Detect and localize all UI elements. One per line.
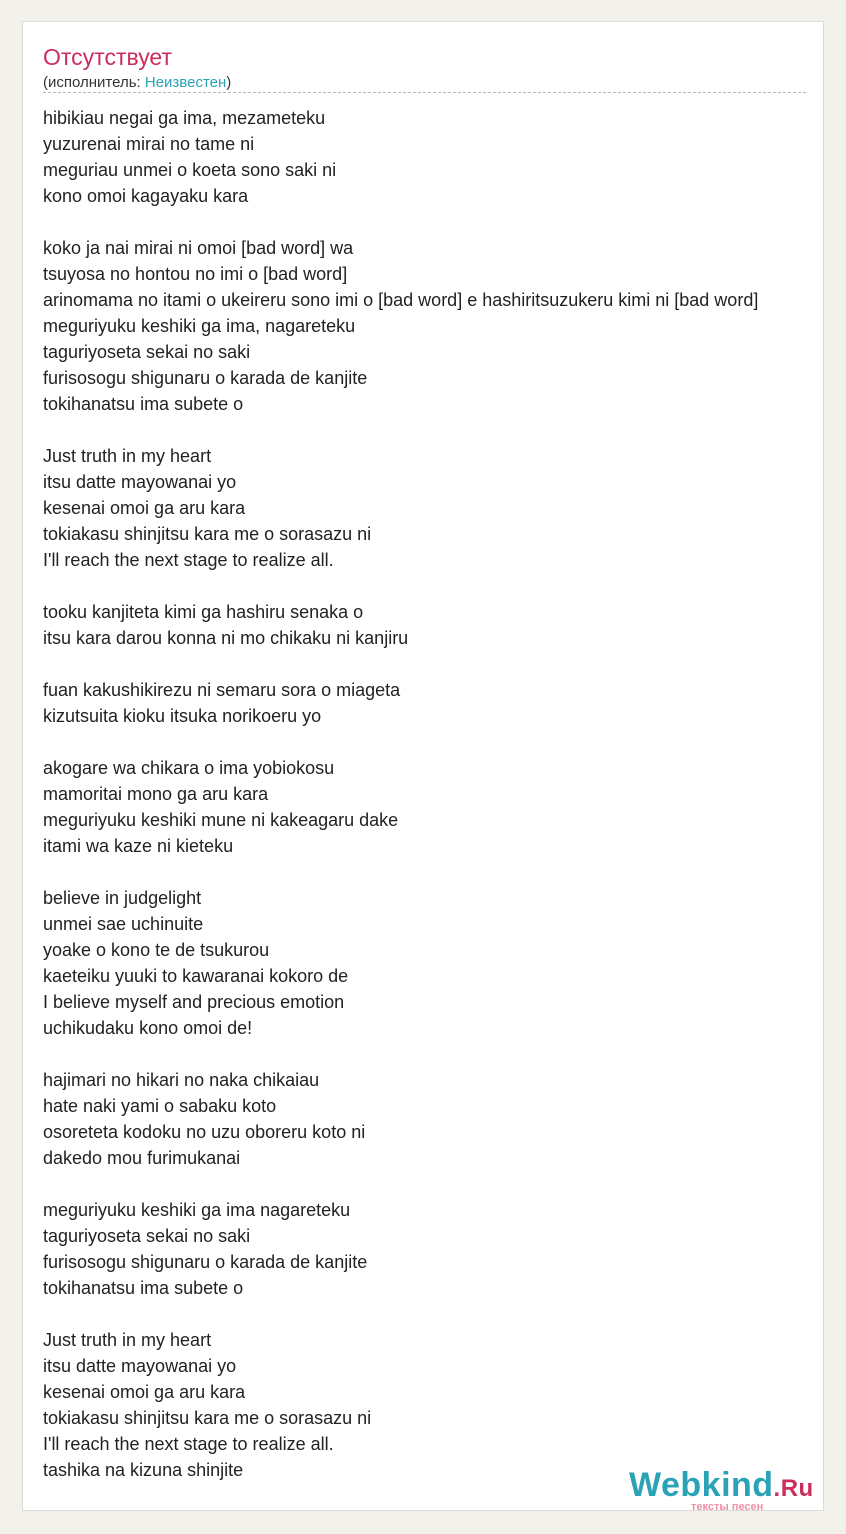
artist-link[interactable]: Неизвестен <box>144 74 227 91</box>
lyric-line: uchikudaku kono omoi de! <box>43 1018 253 1038</box>
artist-prefix: (исполнитель: <box>43 74 145 91</box>
stanza-break <box>43 859 758 885</box>
webkind-logo[interactable] <box>629 1465 829 1511</box>
lyric-line: taguriyoseta sekai no saki <box>43 1226 251 1246</box>
lyric-line: dakedo mou furimukanai <box>43 1148 241 1168</box>
lyric-line: kizutsuita kioku itsuka norikoeru yo <box>43 706 322 726</box>
lyric-line: Just truth in my heart <box>43 446 212 466</box>
lyric-line: I'll reach the next stage to realize all. <box>43 1434 334 1454</box>
lyric-line: meguriyuku keshiki mune ni kakeagaru dake <box>43 810 399 830</box>
stanza-break <box>43 1171 758 1197</box>
lyric-line: tsuyosa no hontou no imi o [bad word] <box>43 264 348 284</box>
lyric-line: itsu datte mayowanai yo <box>43 1356 237 1376</box>
lyric-line: kesenai omoi ga aru kara <box>43 498 246 518</box>
lyric-line: tokiakasu shinjitsu kara me o sorasazu ni <box>43 1408 372 1428</box>
lyric-line: itami wa kaze ni kieteku <box>43 836 234 856</box>
lyric-line: kaeteiku yuuki to kawaranai kokoro de <box>43 966 349 986</box>
lyric-line: Just truth in my heart <box>43 1330 212 1350</box>
lyric-line: furisosogu shigunaru o karada de kanjite <box>43 368 368 388</box>
lyric-line: believe in judgelight <box>43 888 202 908</box>
logo-tld: .Ru <box>773 1475 814 1502</box>
lyric-line: kono omoi kagayaku kara <box>43 186 249 206</box>
lyric-line: itsu datte mayowanai yo <box>43 472 237 492</box>
song-title: Отсутствует <box>43 44 172 70</box>
lyric-line: hibikiau negai ga ima, mezameteku <box>43 108 326 128</box>
stanza-break <box>43 651 758 677</box>
stanza-break <box>43 1041 758 1067</box>
stanza-break <box>43 417 758 443</box>
lyric-line: I'll reach the next stage to realize all. <box>43 550 334 570</box>
lyric-line: arinomama no itami o ukeireru sono imi o [bad word] e hashiritsuzukeru kimi ni [bad word] <box>43 290 759 310</box>
lyric-line: tokihanatsu ima subete o <box>43 1278 244 1298</box>
lyrics-text <box>43 105 758 1483</box>
lyric-line: yuzurenai mirai no tame ni <box>43 134 255 154</box>
lyric-line: I believe myself and precious emotion <box>43 992 345 1012</box>
lyric-line: mamoritai mono ga aru kara <box>43 784 269 804</box>
stanza-break <box>43 573 758 599</box>
lyric-line: tokihanatsu ima subete o <box>43 394 244 414</box>
lyric-line: meguriyuku keshiki ga ima nagareteku <box>43 1200 351 1220</box>
lyric-line: furisosogu shigunaru o karada de kanjite <box>43 1252 368 1272</box>
lyric-line: meguriau unmei o koeta sono saki ni <box>43 160 337 180</box>
logo-brand: Webkind <box>629 1466 774 1504</box>
artist-line <box>43 73 231 93</box>
title-divider <box>43 92 806 93</box>
lyric-line: tashika na kizuna shinjite <box>43 1460 244 1480</box>
stanza-break <box>43 209 758 235</box>
lyric-line: akogare wa chikara o ima yobiokosu <box>43 758 335 778</box>
lyric-line: taguriyoseta sekai no saki <box>43 342 251 362</box>
lyric-line: hajimari no hikari no naka chikaiau <box>43 1070 320 1090</box>
lyric-line: tokiakasu shinjitsu kara me o sorasazu ni <box>43 524 372 544</box>
lyric-line: itsu kara darou konna ni mo chikaku ni kanjiru <box>43 628 409 648</box>
lyric-line: meguriyuku keshiki ga ima, nagareteku <box>43 316 356 336</box>
lyric-line: tooku kanjiteta kimi ga hashiru senaka o <box>43 602 364 622</box>
lyric-line: hate naki yami o sabaku koto <box>43 1096 277 1116</box>
lyric-line: osoreteta kodoku no uzu oboreru koto ni <box>43 1122 366 1142</box>
lyrics-card <box>22 21 824 1511</box>
artist-suffix: ) <box>226 74 232 91</box>
lyric-line: kesenai omoi ga aru kara <box>43 1382 246 1402</box>
lyric-line: fuan kakushikirezu ni semaru sora o miageta <box>43 680 401 700</box>
stanza-break <box>43 729 758 755</box>
lyric-line: unmei sae uchinuite <box>43 914 204 934</box>
stanza-break <box>43 1301 758 1327</box>
logo-tagline: тексты песен <box>691 1501 764 1513</box>
lyric-line: yoake o kono te de tsukurou <box>43 940 270 960</box>
lyric-line: koko ja nai mirai ni omoi [bad word] wa <box>43 238 354 258</box>
